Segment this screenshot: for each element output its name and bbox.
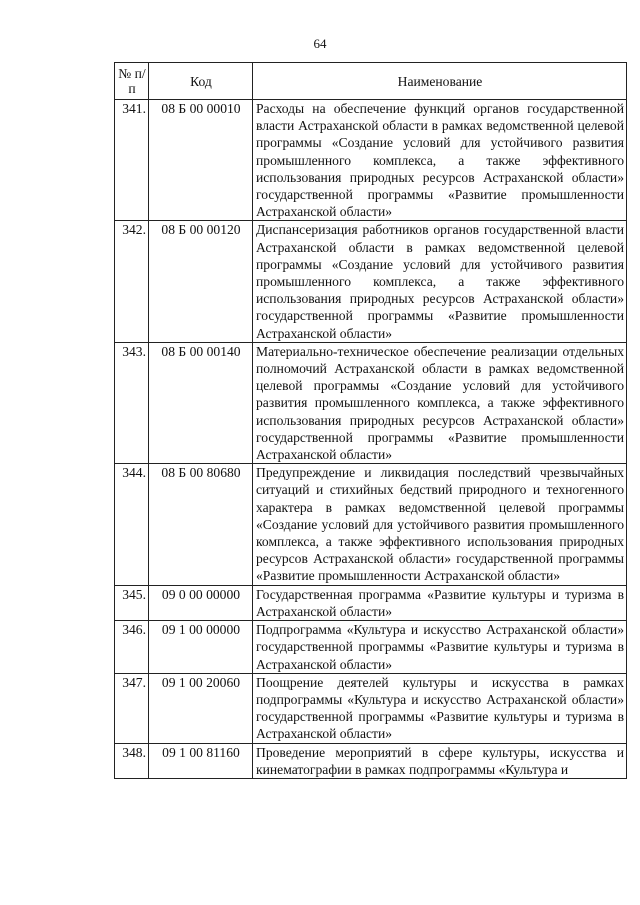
row-code: 09 0 00 00000 (149, 585, 253, 620)
table-row (115, 585, 627, 620)
table-row (115, 621, 627, 674)
row-name: Поощрение деятелей культуры и искусства в рамках подпрограммы «Культура и искусство Астраханской области» государственной программы «Развитие культуры и туризма в Астраханской области» (253, 673, 627, 743)
table-row (115, 673, 627, 743)
table-row (115, 221, 627, 342)
row-name-text: Проведение мероприятий в сфере культуры, искусства и кинематографии в рамках подпрограммы «Культура и (256, 744, 624, 777)
table-row (115, 464, 627, 585)
row-num: 343. (115, 342, 149, 463)
table-row (115, 743, 627, 778)
header-code: Код (149, 63, 253, 100)
table-row (115, 342, 627, 463)
row-name: Расходы на обеспечение функций органов государственной власти Астраханской области в рамках ведомственной целевой программы «Создание условий для устойчивого развития промышленного комплекса, а также эффективного использования природных ресурсов Астраханской области» государственной программы «Развитие промышленности Астраханской области» (253, 100, 627, 221)
row-name (253, 743, 627, 778)
row-num: 342. (115, 221, 149, 342)
row-name: Подпрограмма «Культура и искусство Астраханской области» государственной программы «Развитие культуры и туризма в Астраханской области» (253, 621, 627, 674)
row-name: Предупреждение и ликвидация последствий чрезвычайных ситуаций и стихийных бедствий природного и техногенного характера в рамках ведомственной целевой программы «Создание условий для устойчивого развития промышленного комплекса, а также эффективного использования природных ресурсов Астраханской области» государственной программы «Развитие промышленности Астраханской области» (253, 464, 627, 585)
table-row (115, 100, 627, 221)
row-code: 09 1 00 00000 (149, 621, 253, 674)
row-name: Материально-техническое обеспечение реализации отдельных полномочий Астраханской области в рамках ведомственной целевой программы «Создание условий для устойчивого развития промышленного комплекса, а также эффективного использования природных ресурсов Астраханской области» государственной программы «Развитие промышленности Астраханской области» (253, 342, 627, 463)
page-number: 64 (313, 36, 327, 51)
row-num: 344. (115, 464, 149, 585)
row-name: Диспансеризация работников органов государственной власти Астраханской области в рамках ведомственной целевой программы «Создание условий для устойчивого развития промышленного комплекса, а также эффективного использования природных ресурсов Астраханской области» государственной программы «Развитие промышленности Астраханской области» (253, 221, 627, 342)
row-num: 345. (115, 585, 149, 620)
row-num: 347. (115, 673, 149, 743)
row-name: Государственная программа «Развитие культуры и туризма в Астраханской области» (253, 585, 627, 620)
row-code: 08 Б 00 00140 (149, 342, 253, 463)
row-num: 346. (115, 621, 149, 674)
row-code: 09 1 00 81160 (149, 743, 253, 778)
row-code: 08 Б 00 00120 (149, 221, 253, 342)
row-num: 348. (115, 743, 149, 778)
table-header-row (115, 63, 627, 100)
header-name: Наименование (253, 63, 627, 100)
budget-code-table (114, 62, 627, 779)
row-code: 08 Б 00 80680 (149, 464, 253, 585)
row-num: 341. (115, 100, 149, 221)
row-code: 09 1 00 20060 (149, 673, 253, 743)
row-code: 08 Б 00 00010 (149, 100, 253, 221)
header-num: № п/п (115, 63, 149, 100)
